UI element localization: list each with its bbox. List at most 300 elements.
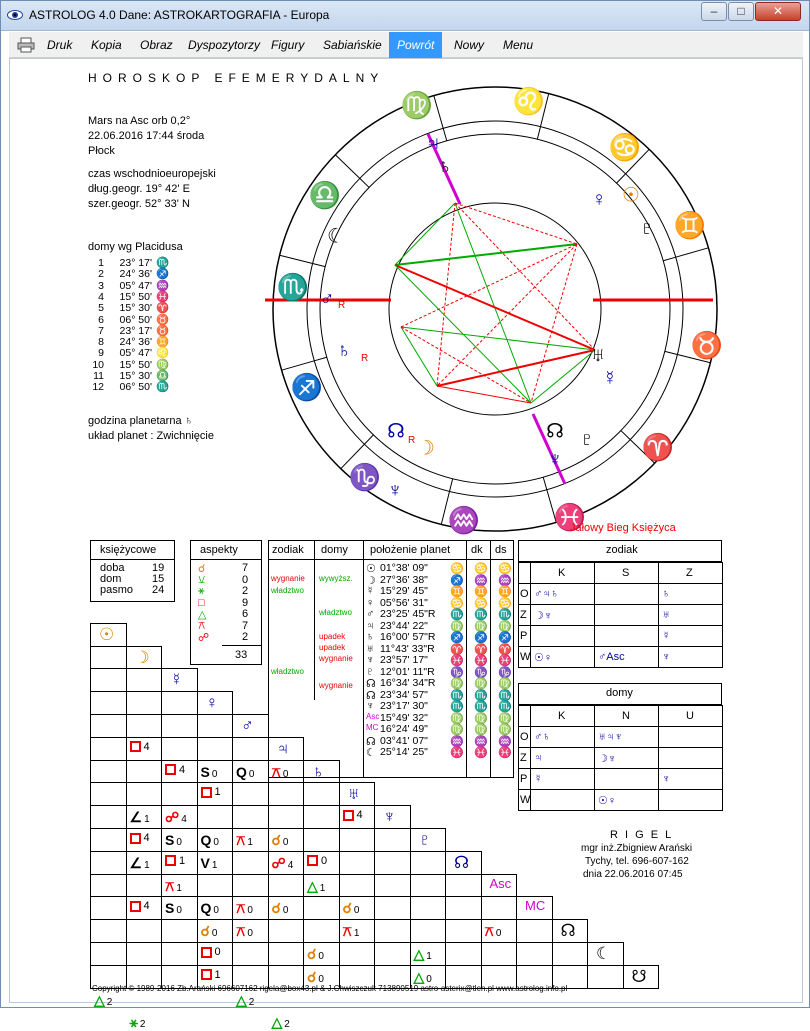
position-planet: ♆ <box>366 654 375 666</box>
aspect-grid-cell <box>232 851 269 875</box>
aspect-grid-planet: ♅ <box>347 784 361 804</box>
square-icon <box>201 969 212 980</box>
grid-entry: ☿ <box>662 630 671 642</box>
divider <box>190 559 262 560</box>
aspect-orb: 1 <box>144 814 150 826</box>
planet-glyph: ♂ <box>319 288 335 311</box>
house-row <box>90 313 169 324</box>
grid-cell <box>594 625 659 647</box>
aspect-grid-cell <box>303 805 340 829</box>
aspect-grid-cell <box>90 668 127 692</box>
square-icon <box>130 741 141 752</box>
position-value: 16°24' 49" <box>380 723 428 735</box>
aspect-symbol: ⚺ <box>198 573 206 586</box>
planet-glyph: ♀ <box>591 188 607 211</box>
square-icon <box>130 901 141 912</box>
aspect-grid-cell <box>374 851 411 875</box>
menu-bar <box>9 32 803 58</box>
menu-menu[interactable]: Menu <box>503 38 534 52</box>
sign-divider <box>537 127 540 140</box>
aspect-grid-cell <box>90 782 127 806</box>
aspect-orb: 1 <box>247 837 253 848</box>
position-value: 01°38' 09" <box>380 562 428 574</box>
house-degree: 24° 36' <box>119 268 152 281</box>
aspect-count: 7 <box>242 562 249 574</box>
grid-entry: ♆ <box>662 651 671 663</box>
houses-title: domy wg Placidusa <box>88 241 183 253</box>
aspect-orb: 2 <box>139 1019 146 1031</box>
grid-col-header: U <box>686 710 694 722</box>
aspect-grid-cell <box>90 942 127 966</box>
aspect-orb: 4 <box>181 814 187 826</box>
position-planet: ♅ <box>366 642 375 655</box>
aspect-symbol: ⚻ <box>198 619 206 632</box>
aspect-grid-cell <box>161 714 198 738</box>
grid-entry: ♂♄ <box>534 731 551 743</box>
aspect-count: 7 <box>242 619 249 632</box>
position-dk: ♒ <box>474 574 488 587</box>
position-sign: ♍ <box>450 620 464 633</box>
dignity-domy: upadek <box>319 632 346 641</box>
position-ds: ♍ <box>498 620 512 633</box>
aspect-grid-cell <box>481 896 518 920</box>
position-ds: ♑ <box>498 666 512 679</box>
aspect-orb: 0 <box>426 973 432 985</box>
aspect-grid-value <box>201 786 221 798</box>
house-divider <box>282 361 315 370</box>
position-dk: ♍ <box>474 712 488 725</box>
grid-entry: ♂♃♄ <box>534 588 559 600</box>
aspect-grid-value <box>201 923 218 940</box>
menu-powrot[interactable]: Powrót <box>389 32 442 58</box>
grid-entry: ♃ <box>534 752 543 764</box>
grid-entry: ☉♀ <box>598 795 617 807</box>
grid-cell <box>658 789 723 811</box>
position-dk: ♋ <box>474 563 488 575</box>
menu-nowy[interactable]: Nowy <box>454 38 485 52</box>
grid-entry: ♅♃♆ <box>598 731 623 743</box>
sign-divider <box>360 178 369 187</box>
aspects-title: aspekty <box>200 544 238 556</box>
position-sign: ♍ <box>450 712 464 725</box>
aspect-grid-cell <box>410 919 447 943</box>
house-degree: 15° 50' <box>119 290 152 303</box>
zodiac-sign: ♉ <box>690 329 724 360</box>
aspect-orb: 1 <box>179 854 186 867</box>
aspect-symbol: ⚻ <box>271 763 281 780</box>
aspect-grid-value <box>343 923 360 940</box>
grid-cell <box>530 789 595 811</box>
position-value: 03°41' 07" <box>380 734 428 747</box>
aspect-symbol: △ <box>94 991 105 1008</box>
position-ds: ♐ <box>498 632 512 644</box>
aspect-orb: 1 <box>426 951 432 962</box>
title-bar <box>1 1 809 31</box>
position-value: 23°34' 57" <box>380 688 428 701</box>
aspect-grid-value <box>236 992 254 1009</box>
house-sign: ♎ <box>156 370 170 382</box>
date-line: 22.06.2016 17:44 środa <box>88 130 205 142</box>
aspect-symbol: ⚻ <box>236 923 246 940</box>
position-sign: ♓ <box>450 747 464 759</box>
aspect-grid-cell <box>339 828 376 852</box>
menu-kopia[interactable]: Kopia <box>91 38 122 52</box>
position-dk: ♍ <box>474 678 488 690</box>
grid-row-header: W <box>520 651 531 663</box>
house-degree: 15° 30' <box>119 370 152 382</box>
place-line: Płock <box>88 145 115 157</box>
position-dk: ♑ <box>474 666 488 679</box>
grid-cell <box>594 604 659 626</box>
position-ds: ♒ <box>498 574 512 587</box>
house-number: 9 <box>98 347 104 360</box>
position-sign: ♋ <box>450 563 464 575</box>
grid-cell <box>530 625 595 647</box>
square-icon <box>165 855 176 866</box>
aspect-grid-cell <box>268 942 305 966</box>
aspect-grid-cell <box>445 874 482 898</box>
house-sign: ♌ <box>156 347 170 360</box>
close-button[interactable]: ✕ <box>755 2 801 21</box>
position-ds: ♓ <box>498 655 512 667</box>
dignity-zodiak: władztwo <box>271 667 304 676</box>
aspect-grid-value <box>343 809 363 821</box>
position-value: 12°01' 11"R <box>380 665 435 678</box>
position-planet: ♂ <box>366 608 375 620</box>
aspect-symbol: ⚹ <box>129 1014 138 1031</box>
aspect-grid-value <box>307 946 324 963</box>
chart-canvas <box>9 58 803 1031</box>
zodiac-sign: ♒ <box>447 504 481 535</box>
position-dk: ♓ <box>474 655 488 667</box>
position-planet: Asc <box>366 711 380 721</box>
position-planet: ♆ <box>366 700 375 712</box>
aspect-symbol: ☌ <box>271 900 281 917</box>
house-row <box>90 346 170 360</box>
aspect-grid-value <box>236 832 253 849</box>
aspect-grid-cell <box>161 737 198 761</box>
aspect-orb: 2 <box>106 996 113 1008</box>
aspect-grid-value <box>272 855 294 872</box>
aspect-grid-cell <box>516 919 553 943</box>
grid-cell <box>594 768 659 790</box>
position-sign: ♐ <box>450 632 464 644</box>
house-row <box>90 279 169 290</box>
planet-glyph: ☽ <box>417 437 435 460</box>
house-row <box>90 324 169 335</box>
grid-row-header: P <box>520 773 528 785</box>
grid-col-header: N <box>622 710 630 722</box>
aspect-orb: 0 <box>247 905 253 917</box>
aspect-symbol: ⚻ <box>342 923 352 940</box>
eye-icon <box>7 9 23 21</box>
house-row <box>90 256 169 267</box>
planetary-hour: godzina planetarna ♄ <box>88 415 193 427</box>
aspect-grid-cell <box>232 874 269 898</box>
position-ds: ♊ <box>498 586 512 598</box>
horoscope-wheel <box>265 79 725 539</box>
aspect-grid-cell <box>126 874 163 898</box>
aspect-grid-planet: ☋ <box>631 966 647 986</box>
col-dk: dk <box>471 544 483 556</box>
aspect-count: 9 <box>242 596 249 609</box>
house-row <box>90 358 169 369</box>
sign-divider <box>543 477 547 489</box>
aspect-grid-cell <box>268 782 305 806</box>
retrograde-marker: R <box>338 300 346 311</box>
aspect-grid-planet: ☽ <box>134 647 150 667</box>
divider <box>268 559 514 560</box>
aspect-grid-cell <box>126 714 163 738</box>
grid-row-header: Z <box>520 752 527 764</box>
menu-obraz[interactable]: Obraz <box>140 38 173 52</box>
position-planet: ☊ <box>366 689 376 702</box>
aspect-grid-value <box>272 900 289 917</box>
position-planet: ☾ <box>366 747 376 759</box>
square-icon <box>201 947 212 958</box>
aspect-symbol: ☍ <box>165 809 180 826</box>
position-ds: ♍ <box>498 678 512 690</box>
col-domy: domy <box>321 544 348 556</box>
grid-col-header: S <box>622 567 630 579</box>
aspect-orb: 1 <box>144 859 150 871</box>
aspect-grid-value <box>414 946 432 963</box>
lunar-label: pasmo <box>100 584 134 596</box>
square-icon <box>343 810 354 821</box>
house-number: 4 <box>98 290 104 303</box>
house-sign: ♊ <box>156 336 170 349</box>
planet-glyph: ☊ <box>387 420 405 443</box>
position-dk: ♓ <box>474 747 488 759</box>
aspect-grid-cell <box>90 737 127 761</box>
square-icon <box>130 833 141 844</box>
aspect-grid-value <box>165 832 182 848</box>
aspect-grid-planet: ♇ <box>418 830 432 849</box>
aspect-grid-cell <box>126 668 163 692</box>
position-value: 23°17' 30" <box>380 700 428 712</box>
aspect-grid-planet: ☉ <box>99 624 115 644</box>
planet-glyph: ☊ <box>546 420 564 443</box>
grid-entry: ♆ <box>662 773 671 785</box>
dignity-domy: władztwo <box>319 608 352 617</box>
house-number: 3 <box>98 279 104 292</box>
retrograde-marker: R <box>361 353 369 364</box>
aspect-grid-cell <box>445 896 482 920</box>
aspect-symbol: ☍ <box>271 854 286 871</box>
aspect-grid-value <box>343 900 360 917</box>
house-sign: ♉ <box>156 313 170 326</box>
divider <box>466 540 467 778</box>
position-ds: ♋ <box>498 597 512 610</box>
aspect-grid-cell <box>126 919 163 943</box>
position-sign: ♒ <box>450 735 464 748</box>
position-planet: ♀ <box>366 596 375 609</box>
house-number: 5 <box>98 302 104 315</box>
aspect-grid-value <box>201 900 219 916</box>
aspects-total: 33 <box>235 649 248 661</box>
aspect-grid-value <box>201 969 221 981</box>
aspect-symbol: △ <box>307 877 318 894</box>
aspect-grid-cell <box>90 874 127 898</box>
aspect-grid-planet: ♄ <box>312 761 325 781</box>
aspect-symbol: ⚻ <box>236 832 246 848</box>
aspect-grid-cell <box>339 942 376 966</box>
aspect-grid-value <box>165 878 182 895</box>
aspect-grid-value <box>236 923 253 940</box>
house-number: 8 <box>98 336 104 349</box>
position-dk: ♊ <box>474 586 488 598</box>
position-sign: ♈ <box>450 643 464 656</box>
aspect-symbol: ⚻ <box>236 900 246 917</box>
position-value: 25°14' 25" <box>380 746 428 758</box>
aspect-orb: 2 <box>284 1019 290 1031</box>
aspect-grid-value <box>130 900 150 912</box>
position-dk: ♐ <box>474 632 488 644</box>
aspect-grid-cell <box>445 919 482 943</box>
house-degree: 06° 50' <box>119 313 152 326</box>
aspect-grid-value <box>485 923 502 940</box>
aspect-symbol: △ <box>198 609 207 621</box>
menu-sabianskie[interactable]: Sabiańskie <box>323 38 382 52</box>
aspect-orb: 0 <box>282 768 289 780</box>
sign-divider <box>443 128 447 140</box>
position-dk: ♈ <box>474 643 488 656</box>
sign-divider <box>621 431 630 440</box>
aspect-orb: 2 <box>248 996 255 1008</box>
divider <box>490 540 491 778</box>
square-icon <box>201 787 212 798</box>
position-ds: ♓ <box>498 747 512 759</box>
aspect-grid-value <box>201 832 219 848</box>
aspect-symbol: ☌ <box>271 832 281 848</box>
house-sign: ♏ <box>156 257 170 269</box>
house-sign: ♈ <box>156 302 170 315</box>
planet-glyph: ♅ <box>590 344 606 367</box>
planet-glyph: ♆ <box>387 479 403 502</box>
grid-cell <box>594 583 659 605</box>
aspect-grid-cell <box>410 851 447 875</box>
grid-entry: ☽♆ <box>598 753 617 765</box>
house-divider <box>676 248 709 257</box>
aspect-symbol: S <box>165 900 175 917</box>
aspect-grid-cell <box>90 760 127 784</box>
timezone-line: czas wschodnioeuropejski <box>88 168 216 180</box>
position-sign: ♊ <box>450 586 464 598</box>
house-degree: 15° 30' <box>119 302 152 315</box>
aspect-symbol: Q <box>236 763 247 780</box>
col-polozenie: położenie planet <box>370 544 451 556</box>
sign-divider <box>663 257 675 261</box>
aspect-grid-planet: ☿ <box>170 670 183 690</box>
aspect-grid-planet: MC <box>525 898 546 914</box>
aspect-grid-cell <box>161 942 198 966</box>
position-value: 16°34' 34"R <box>380 677 436 689</box>
aspect-grid-cell <box>303 919 340 943</box>
position-planet: ☉ <box>366 563 376 575</box>
aspect-lines <box>395 203 595 403</box>
lunar-title: księżycowe <box>100 544 157 556</box>
grid-row-header: Z <box>520 609 527 621</box>
minimize-button[interactable]: – <box>701 2 727 21</box>
latitude-line: szer.geogr. 52° 33' N <box>88 198 190 210</box>
aspect-grid-cell <box>232 782 269 806</box>
aspect-grid-planet: ☊ <box>560 921 576 941</box>
sign-divider <box>450 479 453 492</box>
aspect-orb: 4 <box>143 900 150 913</box>
aspect-grid-cell <box>516 942 553 966</box>
lunar-label: dom <box>100 573 122 585</box>
aspect-symbol: △ <box>413 968 425 985</box>
aspect-grid-cell <box>410 896 447 920</box>
aspect-grid-cell <box>126 942 163 966</box>
position-sign: ♏ <box>450 701 464 713</box>
aspect-grid-cell <box>374 942 411 966</box>
aspect-grid-cell <box>161 782 198 806</box>
aspect-symbol: Q <box>200 832 212 848</box>
aspect-grid-planet: ☊ <box>454 852 470 872</box>
aspect-grid-cell <box>374 874 411 898</box>
aspect-grid-cell <box>587 965 624 989</box>
menu-dyspozytorzy[interactable]: Dyspozytorzy <box>188 38 261 52</box>
menu-figury[interactable]: Figury <box>271 38 305 52</box>
aspect-symbol: ⚹ <box>198 585 205 597</box>
menu-druk[interactable]: Druk <box>47 38 73 52</box>
grid-title: zodiak <box>606 544 638 556</box>
aspect-grid-value <box>201 764 218 780</box>
square-icon <box>307 855 318 866</box>
house-row <box>90 301 170 315</box>
aspect-grid-value <box>94 992 112 1009</box>
house-degree: 24° 36' <box>119 336 152 349</box>
zodiac-sign: ♏ <box>276 271 310 302</box>
house-divider <box>280 255 313 263</box>
grid-entry: ☽♆ <box>534 610 553 622</box>
aspect-orb: 1 <box>214 968 221 981</box>
house-number: 12 <box>92 381 104 394</box>
zodiac-sign: ♌ <box>512 85 546 116</box>
house-row <box>90 267 170 281</box>
zodiac-sign: ♑ <box>348 461 382 492</box>
position-sign: ♐ <box>450 574 464 587</box>
aspect-grid-cell <box>374 919 411 943</box>
aspect-grid-planet: ♆ <box>383 807 396 827</box>
position-value: 16°00' 57"R <box>380 631 436 643</box>
aspect-grid-value <box>236 764 254 780</box>
lunar-label: doba <box>100 562 125 574</box>
square-icon <box>165 764 176 775</box>
aspect-grid-value <box>165 764 185 776</box>
position-dk: ♋ <box>474 597 488 610</box>
position-ds: ♏ <box>498 701 512 713</box>
aspect-orb: 0 <box>213 905 219 917</box>
dignity-domy: wywyższ. <box>319 574 353 583</box>
house-degree: 06° 50' <box>119 381 152 394</box>
position-dk: ♏ <box>474 701 488 713</box>
position-dk: ♒ <box>474 735 488 748</box>
aspect-grid-cell <box>303 896 340 920</box>
house-divider <box>434 96 443 129</box>
aspect-orb: 0 <box>353 905 360 917</box>
position-value: 23°44' 22" <box>380 619 428 632</box>
maximize-button[interactable]: □ <box>728 2 754 21</box>
position-sign: ♏ <box>450 609 464 621</box>
printer-icon[interactable] <box>17 37 35 53</box>
aspect-symbol: △ <box>413 946 425 962</box>
grid-cell <box>658 747 723 769</box>
planet-glyph: ♃ <box>425 132 441 155</box>
aspect-orb: 0 <box>176 905 182 917</box>
aspect-count: 6 <box>242 608 249 620</box>
